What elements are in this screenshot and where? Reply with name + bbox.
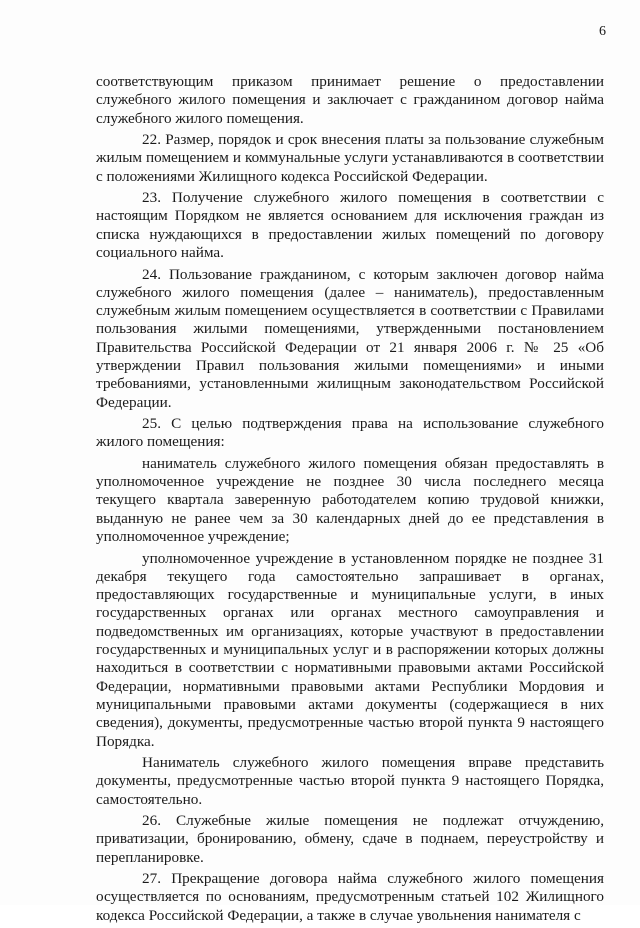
paragraph-continuation: соответствующим приказом принимает решение о предоставлении служебного жилого помещения и заключает с гражданином договор найма служебного жилого помещения.: [96, 73, 604, 127]
paragraph-26: 26. Служебные жилые помещения не подлежат отчуждению, приватизации, бронированию, обмену, сдаче в поднаем, переустройству и перепланировке.: [96, 812, 604, 866]
paragraph-25-institution-request: уполномоченное учреждение в установленном порядке не позднее 31 декабря текущего года самостоятельно запрашивает в органах, предоставляющих государственные и муниципальные услуги, в иных государственных органах или органах местного самоуправления и подведомственных им организациях, которые участвуют в предоставлении государственных и муниципальных услуг и в распоряжении которых должны находиться в соответствии с нормативными правовыми актами Российской Федерации, нормативными правовыми актами Республики Мордовия и муниципальными правовыми актами документы (содержащиеся в них сведения), документы, предусмотренные частью второй пункта 9 настоящего Порядка.: [96, 549, 604, 750]
paragraph-25-tenant-right: Наниматель служебного жилого помещения вправе представить документы, предусмотренные частью второй пункта 9 настоящего Порядка, самостоятельно.: [96, 754, 604, 808]
document-body: [96, 73, 604, 928]
paragraph-25: 25. С целью подтверждения права на использование служебного жилого помещения:: [96, 415, 604, 451]
paragraph-22: 22. Размер, порядок и срок внесения платы за пользование служебным жилым помещением и коммунальные услуги устанавливаются в соответствии с положениями Жилищного кодекса Российской Федерации.: [96, 131, 604, 185]
paragraph-24: 24. Пользование гражданином, с которым заключен договор найма служебного жилого помещения (далее – наниматель), предоставленным служебным жилым помещением осуществляется в соответствии с Правилами пользования жилыми помещениями, утвержденными постановлением Правительства Российской Федерации от 21 января 2006 г. № 25 «Об утверждении Правил пользования жилыми помещениями» и иными требованиями, установленными жилищным законодательством Российской Федерации.: [96, 265, 604, 411]
paragraph-25-tenant-obligation: наниматель служебного жилого помещения обязан предоставлять в уполномоченное учреждение не позднее 30 числа последнего месяца текущего квартала заверенную работодателем копию трудовой книжки, выданную не ранее чем за 30 календарных дней до ее представления в уполномоченное учреждение;: [96, 454, 604, 546]
paragraph-27: 27. Прекращение договора найма служебного жилого помещения осуществляется по основаниям, предусмотренным статьей 102 Жилищного кодекса Российской Федерации, а также в случае увольнения нанимателя с: [96, 870, 604, 924]
page-number: 6: [599, 24, 606, 39]
paragraph-23: 23. Получение служебного жилого помещения в соответствии с настоящим Порядком не является основанием для исключения граждан из списка нуждающихся в предоставлении жилых помещений по договору социального найма.: [96, 189, 604, 262]
